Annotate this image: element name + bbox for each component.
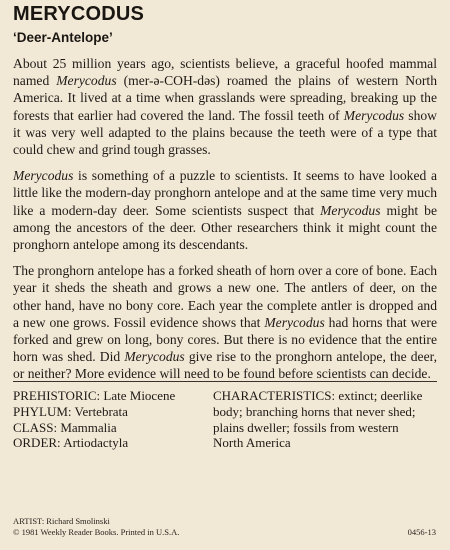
text-span: had horns that were forked and grew on long, bony cores. But there is no evidence that the entire horn was shed. Did <box>13 314 437 365</box>
species-name: Merycodus <box>343 107 405 123</box>
card-subtitle: ‘Deer-Antelope’ <box>13 30 113 45</box>
copyright-line: © 1981 Weekly Reader Books. Printed in U.S.A. <box>13 527 180 537</box>
paragraph-2 <box>13 167 437 253</box>
fact-class: CLASS: Mammalia <box>13 419 117 435</box>
species-name: Merycodus <box>13 168 74 184</box>
fact-phylum: PHYLUM: Vertebrata <box>13 403 128 419</box>
text-span: give rise to the pronghorn antelope, the deer, or neither? More evidence will need to be found before scientists can decide. <box>13 349 437 382</box>
card-code: 0456-13 <box>407 527 436 537</box>
fact-order: ORDER: Artiodactyla <box>13 435 129 451</box>
species-name: Merycodus <box>320 202 381 218</box>
paragraph-3 <box>13 262 437 382</box>
fact-characteristics: CHARACTERISTICS: extinct; deerlike body; branching horns that never shed; plains dweller; fossils from western North America <box>213 388 423 451</box>
artist-credit: ARTIST: Richard Smolinski <box>13 516 110 526</box>
credits <box>13 516 179 538</box>
text-span: About 25 million years ago, scientists believe, a graceful hoofed mammal named <box>13 56 437 89</box>
species-name: Merycodus <box>264 314 325 330</box>
divider <box>13 381 437 382</box>
text-span: might be among the ancestors of the deer. Other researchers think it might count the pronghorn antelope among its descendants. <box>13 202 437 253</box>
characteristics-facts <box>213 388 428 451</box>
text-span: (mer-ə-COH-dəs) roamed the plains of western North America. It lived at a time when grasslands were spreading, breaking up the forests that earlier had covered the land. The fossil teeth of <box>13 73 437 123</box>
fact-prehistoric: PREHISTORIC: Late Miocene <box>13 388 176 403</box>
classification-facts <box>13 388 203 451</box>
card-title: MERYCODUS <box>13 3 145 25</box>
text-span: The pronghorn antelope has a forked sheath of horn over a core of bone. Each year it sheds the sheath and grows a new one. The antlers of deer, on the other hand, have no bony core. Each year the complete antler is dropped and a new one grows. Fossil evidence shows that <box>13 263 437 330</box>
text-span: is something of a puzzle to scientists. It seems to have looked a little like the modern-day pronghorn antelope and at the same time very much like a modern-day deer. Some scientists suspect that <box>13 168 437 218</box>
species-name: Merycodus <box>56 73 117 89</box>
text-span: show it was very well adapted to the plains because the teeth were of a type that could chew and grind tough grasses. <box>13 107 437 158</box>
paragraph-1 <box>13 55 437 158</box>
species-name: Merycodus <box>124 349 185 365</box>
card-body <box>13 55 437 392</box>
